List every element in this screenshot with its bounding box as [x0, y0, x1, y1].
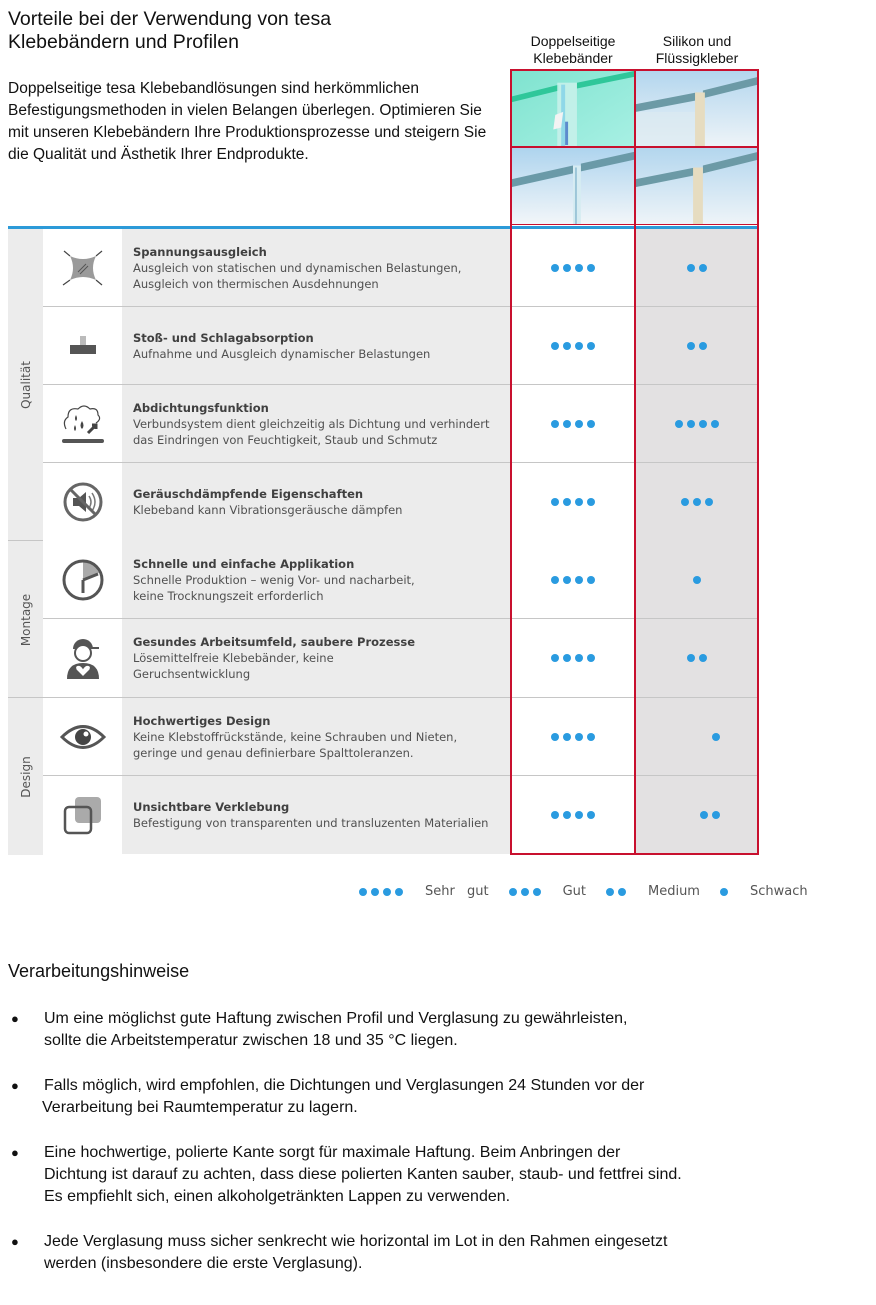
- rating-dots: [551, 420, 595, 428]
- eye-icon: [43, 698, 122, 776]
- rating-dots: [551, 498, 595, 506]
- rating-dot-icon: [563, 420, 571, 428]
- rating-dots: [551, 342, 595, 350]
- group-label-quality: Qualität: [18, 361, 33, 409]
- rating-silicone: [635, 776, 758, 854]
- rating-dots: [693, 576, 701, 584]
- rating-dot-icon: [575, 654, 583, 662]
- rating-dot-icon: [587, 498, 595, 506]
- list-item-text: Dichtung ist darauf zu achten, dass diese polierten Kanten sauber, staub- und fettfrei sind.: [44, 1166, 682, 1183]
- feature-text: Verbundsystem dient gleichzeitig als Dichtung und verhindert: [133, 417, 490, 431]
- rating-dot-icon: [575, 420, 583, 428]
- rating-dot-icon: [587, 342, 595, 350]
- list-item-text: Falls möglich, wird empfohlen, die Dichtungen und Verglasungen 24 Stunden vor der: [44, 1077, 645, 1094]
- rating-tape: [511, 463, 635, 541]
- legend-item: [720, 884, 828, 899]
- rating-dot-icon: [687, 264, 695, 272]
- rating-dot-icon: [509, 888, 517, 896]
- rating-dot-icon: [359, 888, 367, 896]
- column-header-tape-line-2: Klebebänder: [533, 50, 613, 66]
- feature-text: Schnelle Produktion – wenig Vor- und nacharbeit,: [133, 573, 415, 587]
- page-title-line-2: Klebebändern und Profilen: [8, 31, 239, 53]
- rating-dot-icon: [551, 654, 559, 662]
- photo-tape-profile-1: [511, 70, 635, 148]
- list-item-text: Jede Verglasung muss sicher senkrecht wie horizontal im Lot in den Rahmen eingesetzt: [44, 1233, 668, 1250]
- rating-dot-icon: [720, 888, 728, 896]
- feature-description: [122, 619, 511, 697]
- rating-legend: [359, 884, 828, 899]
- table-row: [8, 463, 758, 541]
- rating-dot-icon: [563, 264, 571, 272]
- rating-dot-icon: [699, 342, 707, 350]
- group-label-assembly: Montage: [18, 593, 33, 646]
- rating-silicone: [635, 229, 758, 307]
- rating-dot-icon: [563, 576, 571, 584]
- rating-dots: [551, 654, 595, 662]
- legend-item: [606, 884, 720, 899]
- rating-dot-icon: [395, 888, 403, 896]
- rating-dots: [700, 811, 720, 819]
- feature-text: Befestigung von transparenten und transluzenten Materialien: [133, 816, 489, 830]
- rating-dots: [687, 654, 707, 662]
- table-row: [8, 698, 758, 776]
- rating-dot-icon: [687, 342, 695, 350]
- rating-dots: [359, 888, 403, 896]
- rating-dot-icon: [551, 498, 559, 506]
- rating-dot-icon: [699, 420, 707, 428]
- feature-text: Keine Klebstoffrückstände, keine Schrauben und Nieten,: [133, 730, 458, 744]
- clock-icon: [43, 541, 122, 619]
- intro-paragraph: Doppelseitige tesa Klebebandlösungen sind herkömmlichen Befestigungsmethoden in vielen Belangen überlegen. Optimieren Sie mit unseren Klebebändern Ihre Produktionsprozesse und steigern Sie die Qualität und Ästhetik Ihrer Endprodukte.: [8, 80, 487, 163]
- list-item: [8, 1008, 868, 1052]
- rating-silicone: [635, 541, 758, 619]
- rating-dots: [551, 576, 595, 584]
- feature-title: Schnelle und einfache Applikation: [133, 557, 355, 571]
- rating-dot-icon: [575, 264, 583, 272]
- rating-dot-icon: [551, 342, 559, 350]
- feature-text: das Eindringen von Feuchtigkeit, Staub und Schmutz: [133, 433, 438, 447]
- rating-dot-icon: [587, 576, 595, 584]
- rating-dot-icon: [551, 733, 559, 741]
- table-row: [8, 385, 758, 463]
- feature-text: Ausgleich von statischen und dynamischen Belastungen,: [133, 261, 462, 275]
- rating-dot-icon: [551, 420, 559, 428]
- feature-title: Stoß- und Schlagabsorption: [133, 331, 314, 345]
- rating-dot-icon: [587, 654, 595, 662]
- rating-dot-icon: [587, 420, 595, 428]
- list-item-text: sollte die Arbeitstemperatur zwischen 18 und 35 °C liegen.: [44, 1032, 458, 1049]
- feature-description: [122, 385, 511, 463]
- legend-item: [359, 884, 509, 899]
- bullet-icon: ●: [11, 1145, 19, 1160]
- rating-dot-icon: [563, 498, 571, 506]
- rating-dot-icon: [383, 888, 391, 896]
- list-item-text: Es empfiehlt sich, einen alkoholgetränkten Lappen zu verwenden.: [44, 1188, 511, 1205]
- feature-description: [122, 307, 511, 385]
- column-header-silicone-line-2: Flüssigkleber: [655, 50, 739, 66]
- feature-text: keine Trocknungszeit erforderlich: [133, 589, 324, 603]
- rating-dot-icon: [575, 342, 583, 350]
- rating-dot-icon: [563, 733, 571, 741]
- rating-dot-icon: [551, 811, 559, 819]
- rating-silicone: [635, 307, 758, 385]
- rating-dots: [687, 264, 707, 272]
- rating-tape: [511, 385, 635, 463]
- table-row: [8, 307, 758, 385]
- page-title-line-1: Vorteile bei der Verwendung von tesa: [8, 8, 332, 30]
- column-header-tape-line-1: Doppelseitige: [530, 33, 616, 49]
- rating-dot-icon: [575, 576, 583, 584]
- table-row: [8, 229, 758, 307]
- feature-title: Unsichtbare Verklebung: [133, 800, 290, 814]
- rating-dots: [606, 888, 626, 896]
- rating-dot-icon: [681, 498, 689, 506]
- rating-dot-icon: [700, 811, 708, 819]
- rating-dot-icon: [371, 888, 379, 896]
- notes-title: Verarbeitungshinweise: [8, 961, 190, 981]
- rating-dot-icon: [551, 264, 559, 272]
- rating-dot-icon: [693, 498, 701, 506]
- rating-dots: [681, 498, 713, 506]
- feature-title: Spannungsausgleich: [133, 245, 267, 259]
- rating-dot-icon: [712, 733, 720, 741]
- table-row: [8, 619, 758, 697]
- worker-heart-icon: [43, 619, 122, 697]
- rating-dots: [687, 342, 707, 350]
- column-header-tape: [511, 33, 635, 67]
- legend-label: Medium: [647, 884, 700, 899]
- feature-text: Lösemittelfreie Klebebänder, keine: [133, 651, 334, 665]
- rating-dot-icon: [687, 420, 695, 428]
- table-row: [8, 541, 758, 619]
- rating-tape: [511, 698, 635, 776]
- rating-dot-icon: [693, 576, 701, 584]
- list-item: [8, 1231, 868, 1275]
- feature-text: Klebeband kann Vibrationsgeräusche dämpfen: [133, 503, 403, 517]
- page-title: [8, 8, 331, 54]
- rating-dot-icon: [533, 888, 541, 896]
- bullet-icon: ●: [11, 1234, 19, 1249]
- feature-text: Geruchsentwicklung: [133, 667, 251, 681]
- list-item: [8, 1075, 868, 1119]
- rating-dot-icon: [699, 264, 707, 272]
- rating-dot-icon: [618, 888, 626, 896]
- rating-silicone: [635, 385, 758, 463]
- feature-title: Hochwertiges Design: [133, 714, 271, 728]
- rating-dot-icon: [563, 811, 571, 819]
- rating-dots: [720, 888, 728, 896]
- rating-dot-icon: [699, 654, 707, 662]
- rating-dot-icon: [587, 264, 595, 272]
- column-header-silicone-line-1: Silikon und: [662, 33, 732, 49]
- feature-description: [122, 463, 511, 541]
- feature-text: Aufnahme und Ausgleich dynamischer Belastungen: [133, 347, 431, 361]
- photo-divider: [510, 146, 759, 148]
- rating-dot-icon: [551, 576, 559, 584]
- feature-title: Abdichtungsfunktion: [133, 401, 269, 415]
- rating-dot-icon: [687, 654, 695, 662]
- rating-dot-icon: [705, 498, 713, 506]
- rating-dot-icon: [563, 342, 571, 350]
- list-item: [8, 1142, 868, 1208]
- feature-description: [122, 229, 511, 307]
- rating-dots: [675, 420, 719, 428]
- feature-title: Geräuschdämpfende Eigenschaften: [133, 487, 364, 501]
- rating-silicone: [635, 619, 758, 697]
- group-label-design: Design: [18, 755, 33, 798]
- photo-silicone-joint-1: [635, 70, 759, 148]
- feature-description: [122, 776, 511, 854]
- rating-dot-icon: [587, 733, 595, 741]
- rating-dot-icon: [711, 420, 719, 428]
- rating-dots: [551, 811, 595, 819]
- legend-label: Schwach: [749, 884, 808, 899]
- legend-item: [509, 884, 606, 899]
- rating-tape: [511, 307, 635, 385]
- feature-description: [122, 698, 511, 776]
- feature-text: geringe und genau definierbare Spalttoleranzen.: [133, 746, 414, 760]
- rating-tape: [511, 776, 635, 854]
- feature-title: Gesundes Arbeitsumfeld, saubere Prozesse: [133, 635, 416, 649]
- list-item-text: werden (insbesondere die erste Verglasung).: [44, 1255, 363, 1272]
- list-item-text: Um eine möglichst gute Haftung zwischen Profil und Verglasung zu gewährleisten,: [44, 1010, 628, 1027]
- rating-dot-icon: [575, 733, 583, 741]
- feature-description: [122, 541, 511, 619]
- rating-dot-icon: [563, 654, 571, 662]
- rating-dot-icon: [606, 888, 614, 896]
- rating-tape: [511, 229, 635, 307]
- rating-silicone: [635, 463, 758, 541]
- rating-tape: [511, 619, 635, 697]
- stress-balance-icon: [43, 229, 122, 307]
- sealing-icon: [43, 385, 122, 463]
- table-row: [8, 776, 758, 854]
- rating-dots: [551, 733, 595, 741]
- rating-dots: [509, 888, 541, 896]
- column-header-silicone: [635, 33, 759, 67]
- rating-dot-icon: [712, 811, 720, 819]
- legend-label: Sehr gut: [425, 884, 489, 899]
- impact-absorption-icon: [43, 307, 122, 385]
- rating-dots: [712, 733, 720, 741]
- notes-list: [8, 1008, 868, 1298]
- feature-text: Ausgleich von thermischen Ausdehnungen: [133, 277, 379, 291]
- rating-dot-icon: [575, 811, 583, 819]
- rating-dot-icon: [675, 420, 683, 428]
- rating-dot-icon: [575, 498, 583, 506]
- bullet-icon: ●: [11, 1011, 19, 1026]
- photo-tape-profile-2: [511, 147, 635, 225]
- photo-silicone-joint-2: [635, 147, 759, 225]
- bullet-icon: ●: [11, 1078, 19, 1093]
- list-item-text: Verarbeitung bei Raumtemperatur zu lagern.: [42, 1099, 358, 1116]
- rating-dot-icon: [587, 811, 595, 819]
- noise-damping-icon: [43, 463, 122, 541]
- legend-label: Gut: [562, 884, 586, 899]
- rating-dot-icon: [521, 888, 529, 896]
- rating-silicone: [635, 698, 758, 776]
- list-item-text: Eine hochwertige, polierte Kante sorgt für maximale Haftung. Beim Anbringen der: [44, 1144, 621, 1161]
- rating-tape: [511, 541, 635, 619]
- rating-dots: [551, 264, 595, 272]
- overlapping-squares-icon: [43, 776, 122, 854]
